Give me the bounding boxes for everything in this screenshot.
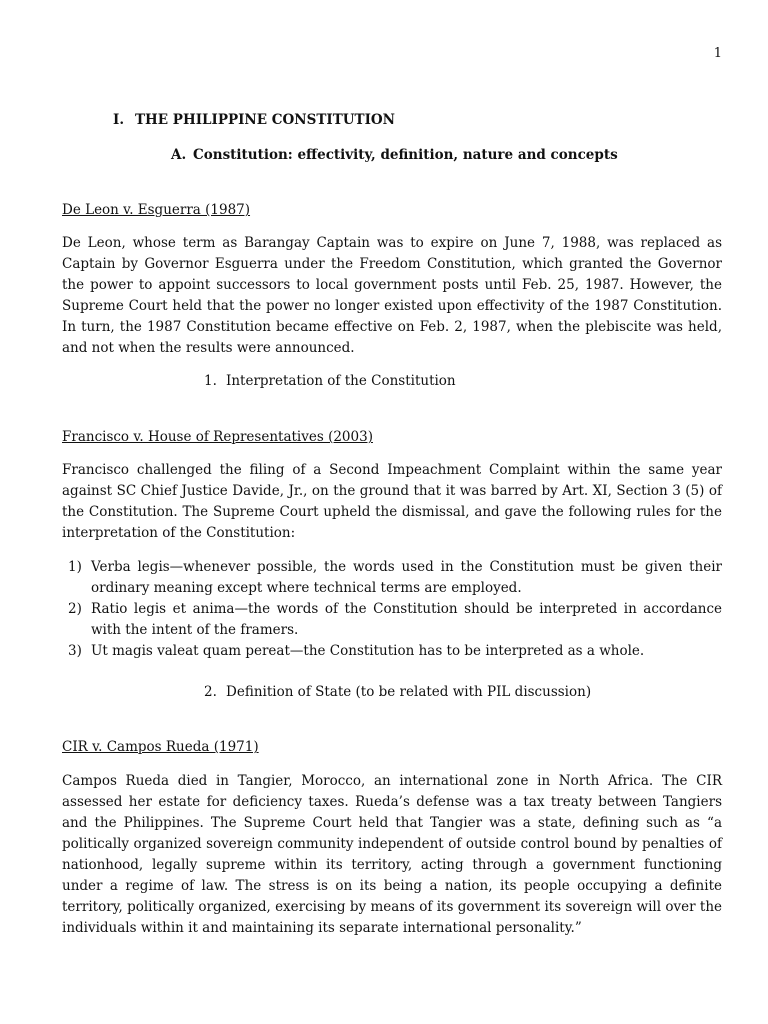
page-number: 1	[713, 46, 722, 61]
list-item-text: Verba legis—whenever possible, the words used in the Constitution must be given their ordinary meaning except where technical terms are employed.	[91, 559, 722, 596]
list-item	[68, 557, 722, 599]
interpretation-rules-list	[68, 557, 722, 662]
case-text-campos-rueda: Campos Rueda died in Tangier, Morocco, an international zone in North Africa. The CIR assessed her estate for deficiency taxes. Rueda’s defense was a tax treaty between Tangiers and the Philippines. The Supreme Court held that Tangier was a state, defining such as “a politically organized sovereign community independent of outside control bound by penalties of nationhood, legally supreme within its territory, acting through a government functioning under a regime of law. The stress is on its being a nation, its people occupying a definite territory, politically organized, exercising by means of its government its sovereign will over the individuals within it and maintaining its separate international personality.”	[62, 773, 722, 936]
list-item-text: Ut magis valeat quam pereat—the Constitution has to be interpreted as a whole.	[91, 643, 645, 659]
subtopic-definition-of-state	[204, 684, 591, 700]
section-title: THE PHILIPPINE CONSTITUTION	[135, 112, 396, 128]
case-title-de-leon: De Leon v. Esguerra (1987)	[62, 202, 251, 218]
list-item-number: 3)	[68, 643, 82, 659]
list-item-number: 1)	[68, 559, 82, 575]
subtopic-title: Definition of State (to be related with PIL discussion)	[226, 684, 592, 700]
list-item	[68, 641, 722, 662]
subtopic-title: Interpretation of the Constitution	[226, 373, 456, 389]
subsection-title: Constitution: effectivity, definition, nature and concepts	[193, 147, 618, 163]
subtopic-number: 2.	[204, 684, 217, 700]
case-title-campos-rueda: CIR v. Campos Rueda (1971)	[62, 739, 259, 755]
case-text-francisco: Francisco challenged the filing of a Second Impeachment Complaint within the same year against SC Chief Justice Davide, Jr., on the ground that it was barred by Art. XI, Section 3 (5) of the Constitution. The Supreme Court upheld the dismissal, and gave the following rules for the interpretation of the Constitution:	[62, 462, 722, 541]
subtopic-interpretation	[204, 373, 456, 389]
case-title-francisco: Francisco v. House of Representatives (2003)	[62, 429, 373, 445]
list-item-text: Ratio legis et anima—the words of the Constitution should be interpreted in accordance with the intent of the framers.	[91, 601, 722, 638]
list-item-number: 2)	[68, 601, 82, 617]
subsection-number: A.	[171, 147, 187, 163]
subtopic-number: 1.	[204, 373, 217, 389]
section-number: I.	[113, 112, 125, 128]
subsection-heading	[171, 147, 618, 163]
list-item	[68, 599, 722, 641]
case-text-de-leon: De Leon, whose term as Barangay Captain was to expire on June 7, 1988, was replaced as Captain by Governor Esguerra under the Freedom Constitution, which granted the Governor the power to appoint successors to local government posts until Feb. 25, 1987. However, the Supreme Court held that the power no longer existed upon effectivity of the 1987 Constitution. In turn, the 1987 Constitution became effective on Feb. 2, 1987, when the plebiscite was held, and not when the results were announced.	[62, 235, 722, 356]
section-heading	[113, 112, 395, 128]
